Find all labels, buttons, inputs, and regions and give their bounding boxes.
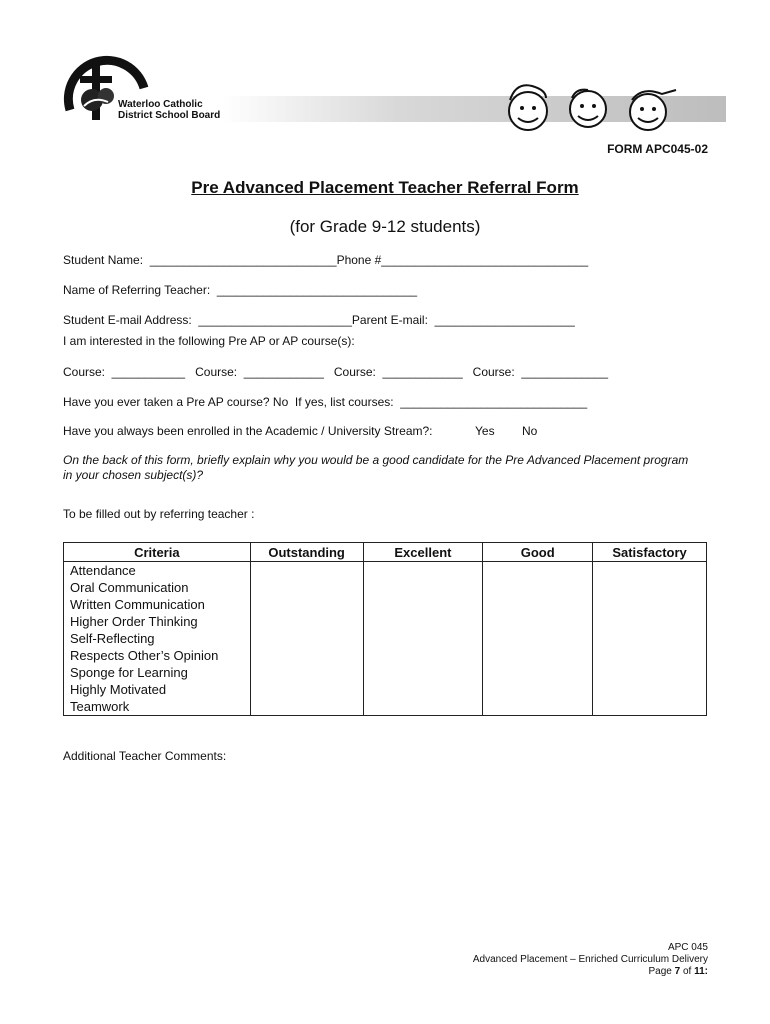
no-option[interactable]: No [522,424,538,438]
rating-cell[interactable] [593,664,707,681]
rating-cell[interactable] [250,681,363,698]
page-subtitle: (for Grade 9-12 students) [289,217,481,236]
rating-cell[interactable] [483,698,593,716]
rating-cell[interactable] [593,698,707,716]
rating-cell[interactable] [483,630,593,647]
rating-cell[interactable] [593,613,707,630]
rating-cell[interactable] [593,596,707,613]
rating-cell[interactable] [363,613,483,630]
rating-cell[interactable] [483,596,593,613]
rating-cell[interactable] [483,579,593,596]
excellent-header: Excellent [363,543,483,562]
rating-cell[interactable] [250,647,363,664]
course-interest-label: I am interested in the following Pre AP or AP course(s): [63,334,355,348]
table-row [64,664,707,681]
rating-cell[interactable] [363,579,483,596]
rating-cell[interactable] [250,698,363,716]
table-row [64,562,707,580]
rating-cell[interactable] [593,579,707,596]
satisfactory-header: Satisfactory [593,543,707,562]
rating-cell[interactable] [593,630,707,647]
criteria-cell: Highly Motivated [64,681,251,698]
page-footer [473,942,708,978]
table-row [64,647,707,664]
rating-cell[interactable] [363,698,483,716]
criteria-cell: Self-Reflecting [64,630,251,647]
rating-cell[interactable] [250,562,363,580]
teacher-section-label: To be filled out by referring teacher : [63,507,255,521]
good-header: Good [483,543,593,562]
rating-cell[interactable] [363,630,483,647]
criteria-cell: Respects Other’s Opinion [64,647,251,664]
referring-teacher-field[interactable]: Name of Referring Teacher: ______________________________ [63,283,418,297]
rating-cell[interactable] [483,647,593,664]
pre-ap-courses-field[interactable]: Have you ever taken a Pre AP course? No If yes, list courses: ____________________________ [63,395,588,409]
course-fields[interactable]: Course: ___________ Course: ____________ Course: ____________ Course: _____________ [63,365,609,379]
rating-cell[interactable] [250,664,363,681]
rating-cell[interactable] [483,664,593,681]
instruction-text: On the back of this form, briefly explain why you would be a good candidate for the Pre Advanced Placement program in your chosen subject(s)? [63,453,689,482]
footer-department: Advanced Placement – Enriched Curriculum Delivery [472,954,708,965]
rating-cell[interactable] [250,579,363,596]
criteria-cell: Attendance [64,562,251,580]
form-id: FORM APC045-02 [607,142,708,156]
rating-cell[interactable] [593,562,707,580]
academic-stream-question: Have you always been enrolled in the Academic / University Stream?: [63,424,433,438]
rating-cell[interactable] [363,596,483,613]
criteria-cell: Teamwork [64,698,251,716]
rating-cell[interactable] [593,647,707,664]
page-title: Pre Advanced Placement Teacher Referral Form [191,178,579,197]
rating-cell[interactable] [483,562,593,580]
rating-cell[interactable] [483,613,593,630]
table-row [64,698,707,716]
criteria-cell: Written Communication [64,596,251,613]
email-fields[interactable]: Student E-mail Address: _______________________Parent E-mail: _____________________ [63,313,575,327]
rating-cell[interactable] [363,664,483,681]
criteria-cell: Oral Communication [64,579,251,596]
footer-form-code: APC 045 [667,942,708,953]
rating-cell[interactable] [250,596,363,613]
rating-cell[interactable] [363,681,483,698]
additional-comments-label: Additional Teacher Comments: [63,749,227,763]
criteria-cell: Sponge for Learning [64,664,251,681]
table-row [64,596,707,613]
criteria-table [63,542,707,716]
table-row [64,630,707,647]
table-header-row [64,543,707,562]
criteria-header: Criteria [64,543,251,562]
criteria-cell: Higher Order Thinking [64,613,251,630]
page-number: Page 7 of 11: [648,966,708,977]
rating-cell[interactable] [250,613,363,630]
outstanding-header: Outstanding [250,543,363,562]
rating-cell[interactable] [363,647,483,664]
school-board-name: Waterloo Catholic District School Board [118,99,221,121]
student-name-phone-field[interactable]: Student Name: ____________________________Phone #_______________________________ [63,253,589,267]
table-row [64,579,707,596]
table-row [64,613,707,630]
rating-cell[interactable] [593,681,707,698]
table-row [64,681,707,698]
rating-cell[interactable] [363,562,483,580]
yes-option[interactable]: Yes [475,424,495,438]
rating-cell[interactable] [250,630,363,647]
rating-cell[interactable] [483,681,593,698]
kids-faces-illustration [488,78,698,138]
